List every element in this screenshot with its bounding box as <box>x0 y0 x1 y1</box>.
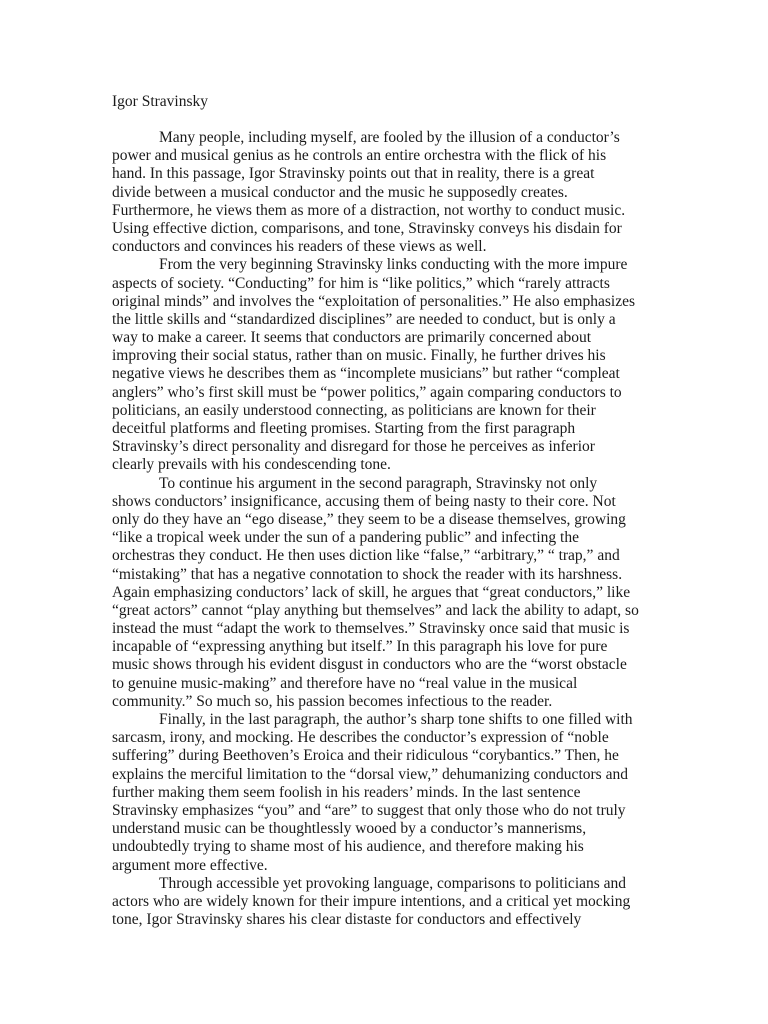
text-line: divide between a musical conductor and the music he supposedly creates. <box>112 183 568 201</box>
text-line: community.” So much so, his passion becomes infectious to the reader. <box>112 692 553 710</box>
text-line: to genuine music-making” and therefore have no “real value in the musical <box>112 674 578 692</box>
text-line: deceitful platforms and fleeting promises. Starting from the first paragraph <box>112 420 576 437</box>
text-line: instead the must “adapt the work to themselves.” Stravinsky once said that music is <box>112 620 630 638</box>
text-line: To continue his argument in the second paragraph, Stravinsky not only <box>159 474 598 492</box>
text-line: politicians, an easily understood connecting, as politicians are known for their <box>112 401 596 419</box>
text-line: negative views he describes them as “incomplete musicians” but rather “compleat <box>112 365 620 383</box>
text-line: clearly prevails with his condescending tone. <box>112 456 391 474</box>
text-line: Furthermore, he views them as more of a distraction, not worthy to conduct music. <box>112 201 626 219</box>
text-line: orchestras they conduct. He then uses diction like “false,” “arbitrary,” “ trap,” and <box>112 547 620 565</box>
text-line: conductors and convinces his readers of these views as well. <box>112 238 487 256</box>
document-body <box>112 129 652 929</box>
text-line: tone, Igor Stravinsky shares his clear distaste for conductors and effectively <box>112 911 582 929</box>
text-line: Using effective diction, comparisons, and tone, Stravinsky conveys his disdain for <box>112 219 622 237</box>
text-line: sarcasm, irony, and mocking. He describes the conductor’s expression of “noble <box>112 729 609 747</box>
text-line: original minds” and involves the “exploitation of personalities.” He also emphasizes <box>112 292 635 310</box>
text-line: explains the merciful limitation to the “dorsal view,” dehumanizing conductors and <box>112 765 628 783</box>
text-line: shows conductors’ insignificance, accusing them of being nasty to their core. Not <box>112 492 616 510</box>
text-line: argument more effective. <box>112 856 268 874</box>
text-line: aspects of society. “Conducting” for him is “like politics,” which “rarely attracts <box>112 274 610 292</box>
text-line: Many people, including myself, are fooled by the illusion of a conductor’s <box>159 129 620 146</box>
paragraph <box>112 256 652 474</box>
text-line: actors who are widely known for their impure intentions, and a critical yet mocking <box>112 892 631 910</box>
text-line: “great actors” cannot “play anything but themselves” and lack the ability to adapt, so <box>112 601 639 619</box>
text-line: the little skills and “standardized disciplines” are needed to conduct, but is only a <box>112 310 616 328</box>
text-line: undoubtedly trying to shame most of his audience, and therefore making his <box>112 838 584 856</box>
text-line: Again emphasizing conductors’ lack of skill, he argues that “great conductors,” like <box>112 583 631 601</box>
text-line: “like a tropical week under the sun of a pandering public” and infecting the <box>112 529 579 547</box>
text-line: suffering” during Beethoven’s Eroica and their ridiculous “corybantics.” Then, he <box>112 747 619 765</box>
text-line: Stravinsky emphasizes “you” and “are” to suggest that only those who do not truly <box>112 801 626 819</box>
text-line: power and musical genius as he controls an entire orchestra with the flick of his <box>112 147 607 165</box>
paragraph <box>112 711 652 875</box>
paragraph <box>112 129 652 256</box>
text-line: only do they have an “ego disease,” they seem to be a disease themselves, growing <box>112 510 626 528</box>
text-line: From the very beginning Stravinsky links conducting with the more impure <box>159 256 628 274</box>
text-line: understand music can be thoughtlessly wooed by a conductor’s mannerisms, <box>112 820 587 838</box>
text-line: Through accessible yet provoking language, comparisons to politicians and <box>159 874 627 892</box>
text-line: incapable of “expressing anything but itself.” In this paragraph his love for pure <box>112 638 608 656</box>
text-line: anglers” who’s first skill must be “power politics,” again comparing conductors to <box>112 383 622 401</box>
text-line: Finally, in the last paragraph, the author’s sharp tone shifts to one filled with <box>159 711 633 728</box>
text-line: Stravinsky’s direct personality and disregard for those he perceives as inferior <box>112 438 595 456</box>
paragraph <box>112 875 652 930</box>
text-line: hand. In this passage, Igor Stravinsky points out that in reality, there is a great <box>112 165 595 183</box>
text-line: “mistaking” that has a negative connotation to shock the reader with its harshness. <box>112 565 623 583</box>
text-line: further making them seem foolish in his readers’ minds. In the last sentence <box>112 783 581 801</box>
text-line: music shows through his evident disgust in conductors who are the “worst obstacle <box>112 656 627 674</box>
text-line: way to make a career. It seems that conductors are primarily concerned about <box>112 329 592 347</box>
document-title: Igor Stravinsky <box>112 93 209 110</box>
paragraph <box>112 475 652 711</box>
text-line: improving their social status, rather than on music. Finally, he further drives his <box>112 347 606 365</box>
